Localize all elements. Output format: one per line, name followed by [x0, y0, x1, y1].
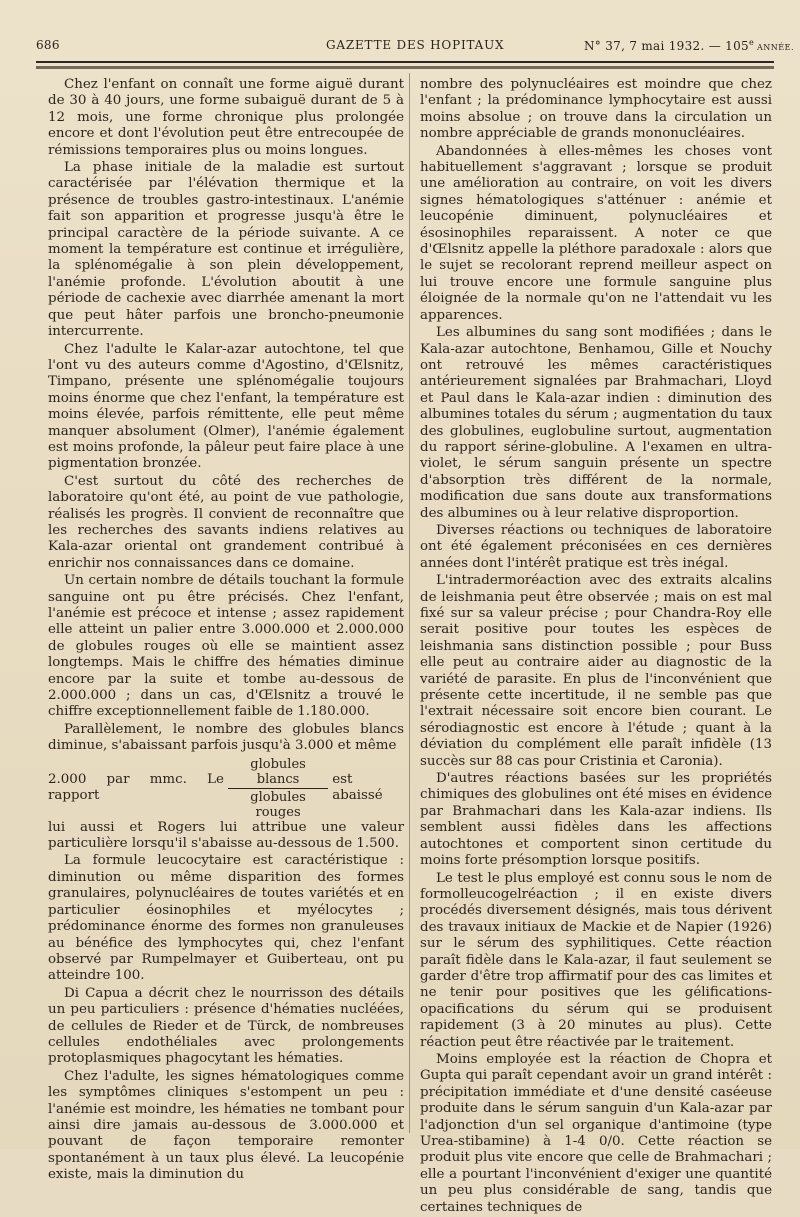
paragraph: L'intradermoréaction avec des extraits alcalins de leishmania peut être observée ; mais on est mal fixé sur sa valeur précise ; pour Chandra-Roy elle serait positive pour toutes les espèces de leishmania sans distinction possible ; pour Buss elle peut au contraire aider au diagnostic de la variété de parasite. En plus de l'inconvénient que présente cette incertitude, il ne semble pas que l'extrait nécessaire soit encore bien courant. Le sérodiagnostic est encore à l'étude ; quant à la déviation du complément elle paraît infidèle (13 succès sur 88 cas pour Cristinia et Caronia). [420, 573, 772, 769]
right-column [420, 77, 772, 1217]
header-rule-thick [36, 66, 774, 69]
paragraph: C'est surtout du côté des recherches de laboratoire qu'ont été, au point de vue pathologie, réalisés les progrès. Il convient de reconnaître que les recherches des savants indiens relatives au Kala-azar oriental ont grandement contribué à enrichir nos connaissances dans ce domaine. [48, 473, 404, 571]
page-number: 686 [36, 38, 60, 52]
fraction-bar [228, 788, 328, 789]
issue-date: N° 37, 7 mai 1932. — 105 [584, 39, 749, 53]
ratio-line [48, 757, 404, 820]
running-header [36, 36, 795, 58]
issue-sup: e [748, 38, 754, 47]
paragraph: La phase initiale de la maladie est surtout caractérisée par l'élévation thermique et la présence de troubles gastro-intestinaux. L'anémie fait son apparition et progresse jusqu'à être le principal caractère de la période suivante. A ce moment la température est continue et irrégulière, la splénomégalie à son plein développement, l'anémie profonde. L'évolution aboutit à une période de cachexie avec diarrhée amenant la mort que peut hâter parfois une broncho-pneumonie intercurrente. [48, 160, 404, 340]
paragraph: Diverses réactions ou techniques de laboratoire ont été également préconisées en ces dernières années dont l'intérêt pratique est très inégal. [420, 522, 772, 571]
left-column [48, 77, 404, 1185]
fraction-denominator: globules rouges [250, 789, 306, 820]
paragraph: lui aussi et Rogers lui attribue une valeur particulière lorsqu'il s'abaisse au-dessous de 1.500. [48, 819, 404, 852]
paragraph: D'autres réactions basées sur les propriétés chimiques des globulines ont été mises en évidence par Brahmachari dans les Kala-azar indiens. Ils semblent aussi fidèles dans les affections autochtones et comportent sinon certitude du moins forte présomption lorsque positifs. [420, 771, 772, 869]
issue-annee: ANNÉE. [753, 43, 795, 52]
ratio-suffix: est abaissé [332, 771, 383, 804]
paragraph: nombre des polynucléaires est moindre que chez l'enfant ; la prédominance lymphocytaire est aussi moins absolue ; on trouve dans la circulation un nombre appréciable de grands mononucléaires. [420, 77, 772, 142]
paragraph: Abandonnées à elles-mêmes les choses vont habituellement s'aggravant ; lorsque se produit une amélioration au contraire, on voit les divers signes hématologiques s'atténuer : anémie et leucopénie diminuent, polynucléaires et ésosinophiles reparaissent. A noter ce que d'Œlsnitz appelle la pléthore paradoxale : alors que le sujet se recolorant reprend meilleur aspect on lui trouve encore une formule sanguine plus éloignée de la normale qu'on ne l'attendait vu les apparences. [420, 143, 772, 323]
paragraph: Parallèlement, le nombre des globules blancs diminue, s'abaissant parfois jusqu'à 3.000 et même [48, 721, 404, 754]
paragraph: Chez l'adulte le Kalar-azar autochtone, tel que l'ont vu des auteurs comme d'Agostino, d'Œlsnitz, Timpano, présente une splénomégalie toujours moins énorme que chez l'enfant, la température est moins élevée, parfois rémittente, elle peut même manquer absolument (Olmer), l'anémie également est moins profonde, la pâleur peut faire place à une pigmentation bronzée. [48, 341, 404, 472]
paragraph: La formule leucocytaire est caractéristique : diminution ou même disparition des formes granulaires, polynucléaires de toutes variétés et en particulier éosinophiles et myélocytes ; prédominance énorme des formes non granuleuses au bénéfice des lymphocytes qui, chez l'enfant observé par Rumpelmayer et Guiberteau, ont pu atteindre 100. [48, 853, 404, 984]
ratio-fraction [228, 757, 328, 820]
paragraph: Chez l'enfant on connaît une forme aiguë durant de 30 à 40 jours, une forme subaiguë durant de 5 à 12 mois, une forme chronique plus prolongée encore et dont l'évolution peut être entrecoupée de rémissions temporaires plus ou moins longues. [48, 77, 404, 158]
issue-info [584, 38, 794, 53]
journal-title: GAZETTE DES HOPITAUX [326, 38, 505, 52]
paragraph: Chez l'adulte, les signes hématologiques comme les symptômes cliniques s'estompent un peu : l'anémie est moindre, les hématies ne tombant pour ainsi dire jamais au-dessous de 3.000.000 et pouvant de façon temporaire remonter spontanément à un taux plus élevé. La leucopénie existe, mais la diminution du [48, 1068, 404, 1183]
header-rule [36, 61, 774, 63]
paragraph: Un certain nombre de détails touchant la formule sanguine ont pu être précisés. Chez l'enfant, l'anémie est précoce et intense ; assez rapidement elle atteint un palier entre 3.000.000 et 2.000.000 de globules rouges où elle se maintient assez longtemps. Mais le chiffre des hématies diminue encore par la suite et tombe au-dessous de 2.000.000 ; dans un cas, d'Œlsnitz a trouvé le chiffre exceptionnellement faible de 1.180.000. [48, 573, 404, 720]
paragraph: Les albumines du sang sont modifiées ; dans le Kala-azar autochtone, Benhamou, Gille et Nouchy ont retrouvé les mêmes caractéristiques antérieurement signalées par Brahmachari, Lloyd et Paul dans le Kala-azar indien : diminution des albumines totales du sérum ; augmentation du taux des globulines, euglobuline surtout, augmentation du rapport sérine-globuline. A l'examen en ultra-violet, le sérum sanguin présente un spectre d'absorption très différent de la normale, modification due sans doute aux transformations des albumines ou à leur relative disproportion. [420, 325, 772, 521]
paragraph: Moins employée est la réaction de Chopra et Gupta qui paraît cependant avoir un grand intérêt : précipitation immédiate et d'une densité caséeuse produite dans le sérum sanguin d'un Kala-azar par l'adjonction d'un sel organique d'antimoine (type Urea-stibamine) à 1-4 0/0. Cette réaction se produit plus vite encore que celle de Brahmachari ; elle a pourtant l'inconvénient d'exiger une quantité un peu plus considérable de sang, tandis que certaines techniques de [420, 1051, 772, 1215]
ratio-prefix: 2.000 par mmc. Le rapport [48, 771, 224, 804]
paragraph: Di Capua a décrit chez le nourrisson des détails un peu particuliers : présence d'hématies nucléées, de cellules de Rieder et de Türck, de nombreuses cellules endothéliales avec prolongements protoplasmiques phagocytant les hématies. [48, 985, 404, 1067]
paragraph: Le test le plus employé est connu sous le nom de formolleucogelréaction ; il en existe divers procédés diversement désignés, mais tous dérivent des travaux initiaux de Mackie et de Napier (1926) sur le sérum des syphilitiques. Cette réaction paraît fidèle dans le Kala-azar, il faut seulement se garder d'être trop affirmatif pour des cas limites et ne tenir pour positives que les gélifications-opacifications du sérum qui se produisent rapidement (3 à 20 minutes au plus). Cette réaction peut être réactivée par le traitement. [420, 870, 772, 1050]
column-divider [409, 73, 410, 1133]
fraction-numerator: globules blancs [250, 756, 306, 787]
